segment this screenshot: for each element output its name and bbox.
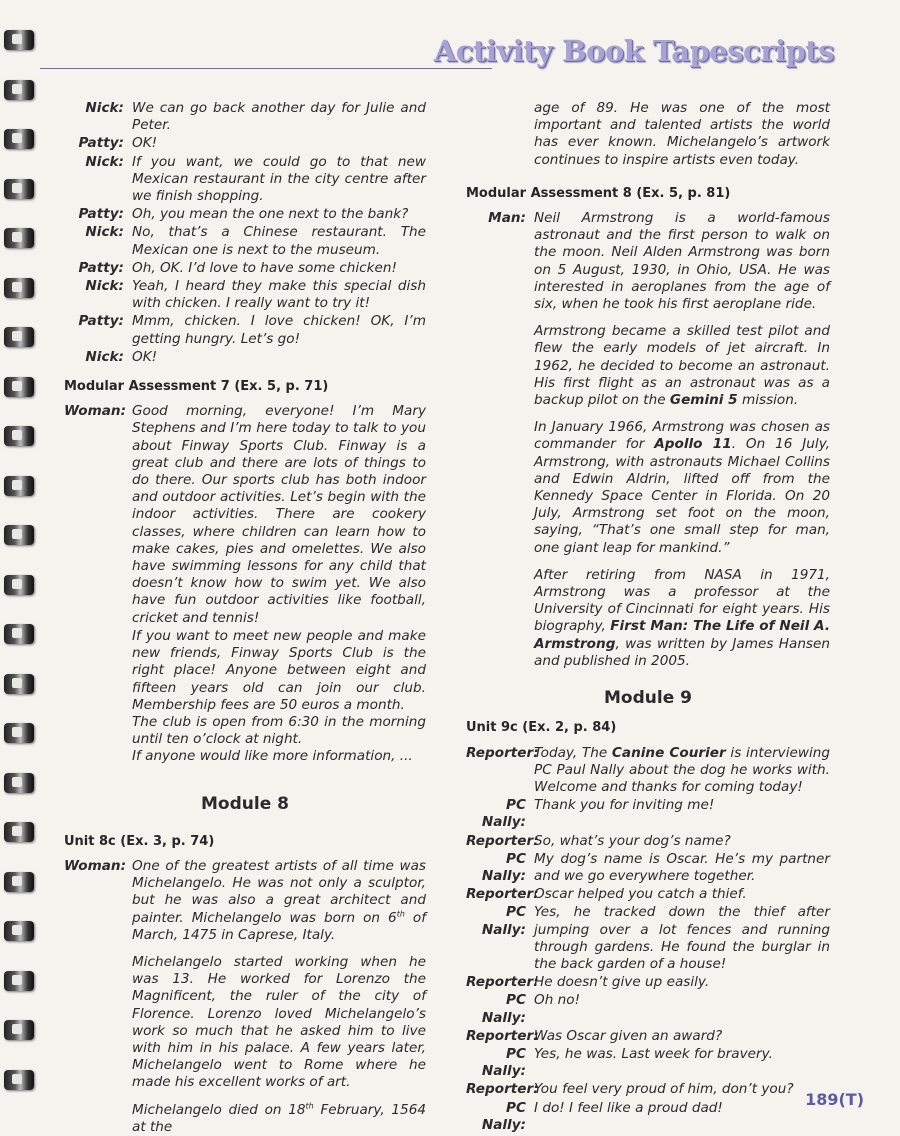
ma8-paragraph-1: Neil Armstrong is a world-famous astronaut and the first person to walk on the moon. Neil Alden Armstrong was born on 5 August, 1930, in Ohio, USA. He was interested in aeroplanes from the age of six, when he took his first aeroplane ride. [534,210,830,313]
spiral-ring [4,971,34,991]
speaker-label: Patty: [78,135,124,152]
speaker-label: Woman: [64,857,127,874]
speaker-label: PC Nally: [481,1099,526,1133]
speaker-label: Nick: [85,348,124,365]
dialogue-text: Oh, you mean the one next to the bank? [132,206,409,223]
dialogue-line [466,833,830,850]
spiral-ring [4,624,34,644]
speaker-label: PC Nally: [481,904,526,938]
dialogue-line [466,992,830,1026]
dialogue-text: OK! [132,348,158,365]
dialogue-line [466,886,830,903]
dialogue-text: I do! I feel like a proud dad! [534,1099,723,1116]
section-heading-ma7: Modular Assessment 7 (Ex. 5, p. 71) [64,379,329,395]
speaker-label: Reporter: [466,832,539,849]
u8c-paragraph-3: Michelangelo died on 18th February, 1564 at the [132,1101,427,1135]
spiral-ring [4,80,34,100]
dialogue-text: No, that’s a Chinese restaurant. The Mexican one is next to the museum. [132,224,426,258]
u9c-intro-text: Today, The Canine Courier is interviewing PC Paul Nally about the dog he works with. Welcome and thanks for coming today! [534,744,830,795]
dialogue-line [64,278,426,312]
dialogue-text: Yes, he tracked down the thief after jumping over a lot fences and running through gardens. He found the burglar in the back garden of a house! [534,904,830,972]
dialogue-text: Thank you for inviting me! [534,797,715,814]
spiral-ring [4,525,34,545]
module-8-title: Module 8 [201,793,289,814]
ma7-text-2: If you want to meet new people and make new friends, Finway Sports Club is the right place! Anyone between eight and fifteen years old can join our club. Membership fees are 50 euros a month. [132,627,426,713]
speaker-label: Reporter: [466,886,539,903]
dialogue-line [64,224,426,258]
module-9-title: Module 9 [604,688,692,709]
speaker-label: Patty: [78,206,124,223]
spiral-ring [4,575,34,595]
speaker-label: Nick: [85,153,124,170]
header-rule [40,68,492,69]
section-heading-u9c: Unit 9c (Ex. 2, p. 84) [466,720,617,736]
page-title: Activity Book Tapescripts [433,34,834,68]
dialogue-text: Oh, OK. I’d love to have some chicken! [132,259,397,276]
dialogue-line [64,206,426,223]
spiral-binding [0,0,40,1126]
u8c-line [64,858,426,944]
dialogue-reporter-nally [466,797,830,1134]
ma8-paragraph-3: In January 1966, Armstrong was chosen as commander for Apollo 11. On 16 July, Armstrong, with astronauts Michael Collins and Edwin Aldrin, lifted off from the Kennedy Space Center in Florida. On 20 July, Armstrong set foot on the moon, saying, “That’s one small step for man, one giant leap for mankind.” [534,419,830,556]
speaker-label: Reporter: [466,1081,539,1098]
u8c-paragraph-1: One of the greatest artists of all time was Michelangelo. He was not only a sculptor, but he was also a great architect and painter. Michelangelo was born on 6th of March, 1475 in Caprese, Italy. [132,857,426,943]
dialogue-line [64,100,426,134]
ma7-text-1: Good morning, everyone! I’m Mary Stephens and I’m here today to talk to you about Finway Sports Club. Finway is a great club and there are lots of things to do there. Our sports club has both indoor and outdoor activities. Let’s begin with the indoor activities. There are cookery classes, where children can learn how to make cakes, pies and omelettes. We also have swimming lessons for any child that doesn’t know how to swim yet. We also have fun outdoor activities like football, cricket and tennis! [132,403,426,626]
dialogue-nick-patty [64,100,426,366]
ma8-paragraph-2: Armstrong became a skilled test pilot and flew the early models of jet aircraft. In 1962, he decided to become an astronaut. His first flight as an astronaut was as a backup pilot on the Gemini 5 mission. [534,323,830,409]
speaker-label: Woman: [64,403,127,420]
dialogue-line [466,1100,830,1134]
dialogue-line [64,349,426,366]
spiral-ring [4,773,34,793]
dialogue-line [64,260,426,277]
dialogue-text: Mmm, chicken. I love chicken! OK, I’m getting hungry. Let’s go! [132,313,426,347]
spiral-ring [4,822,34,842]
dialogue-line [64,154,426,206]
spiral-ring [4,674,34,694]
spiral-ring [4,921,34,941]
spiral-ring [4,228,34,248]
speaker-label: PC Nally: [481,797,526,831]
dialogue-text: OK! [132,135,158,152]
ma7-line [64,403,426,627]
dialogue-line [466,1028,830,1045]
dialogue-line [64,135,426,152]
u9c-line-first [466,745,830,797]
dialogue-text: If you want, we could go to that new Mexican restaurant in the city centre after we finish shopping. [132,153,426,205]
dialogue-line [466,974,830,991]
speaker-label: Man: [488,210,526,227]
right-column [466,100,830,1135]
speaker-label: Nick: [85,224,124,241]
spiral-ring [4,179,34,199]
section-heading-u8c: Unit 8c (Ex. 3, p. 74) [64,833,215,849]
dialogue-text: He doesn’t give up easily. [534,974,710,991]
speaker-label: Patty: [78,313,124,330]
spiral-ring [4,1020,34,1040]
left-column [64,100,426,1136]
ma8-paragraph-4: After retiring from NASA in 1971, Armstrong was a professor at the University of Cincinnati for eight years. His biography, First Man: The Life of Neil A. Armstrong, was written by James Hansen and published in 2005. [534,566,830,669]
speaker-label: PC Nally: [481,850,526,884]
dialogue-text: We can go back another day for Julie and Peter. [132,100,426,134]
dialogue-line [466,797,830,831]
spiral-ring [4,723,34,743]
dialogue-text: Yes, he was. Last week for bravery. [534,1045,773,1062]
dialogue-text: Was Oscar given an award? [534,1027,723,1044]
dialogue-text: So, what’s your dog’s name? [534,832,731,849]
speaker-label: PC Nally: [481,992,526,1026]
dialogue-line [466,851,830,885]
spiral-ring [4,278,34,298]
speaker-label: Nick: [85,100,124,116]
dialogue-text: You feel very proud of him, don’t you? [534,1081,794,1098]
ma7-text-3: The club is open from 6:30 in the morning until ten o’clock at night. [132,713,426,748]
dialogue-text: Yeah, I heard they make this special dish with chicken. I really want to try it! [132,278,426,312]
dialogue-line [466,1046,830,1080]
spiral-ring [4,476,34,496]
spiral-ring [4,30,34,50]
speaker-label: Reporter: [466,744,539,761]
michelangelo-continued: age of 89. He was one of the most important and talented artists the world has ever known. Michelangelo’s artwork continues to inspire artists even today. [534,100,830,168]
ma7-text-4: If anyone would like more information, ... [132,748,413,765]
spiral-ring [4,327,34,347]
dialogue-text: Oscar helped you catch a thief. [534,886,747,903]
speaker-label: Reporter: [466,974,539,991]
page-number: 189(T) [805,1090,864,1109]
dialogue-line [466,1081,830,1098]
spiral-ring [4,377,34,397]
spiral-ring [4,129,34,149]
spiral-ring [4,426,34,446]
ma8-line [466,210,830,313]
dialogue-line [64,313,426,347]
spiral-ring [4,872,34,892]
speaker-label: PC Nally: [481,1045,526,1080]
speaker-label: Reporter: [466,1027,539,1044]
spiral-ring [4,1070,34,1090]
dialogue-text: My dog’s name is Oscar. He’s my partner and we go everywhere together. [534,850,830,884]
dialogue-text: Oh no! [534,992,581,1009]
speaker-label: Nick: [85,278,124,295]
speaker-label: Patty: [78,259,124,276]
section-heading-ma8: Modular Assessment 8 (Ex. 5, p. 81) [466,185,731,201]
u8c-paragraph-2: Michelangelo started working when he was 13. He worked for Lorenzo the Magnificent, the ruler of the city of Florence. Lorenzo loved Michelangelo’s work so much that he asked him to live with him in his palace. A few years later, Michelangelo went to Rome where he made his excellent works of art. [132,953,426,1091]
dialogue-line [466,904,830,973]
